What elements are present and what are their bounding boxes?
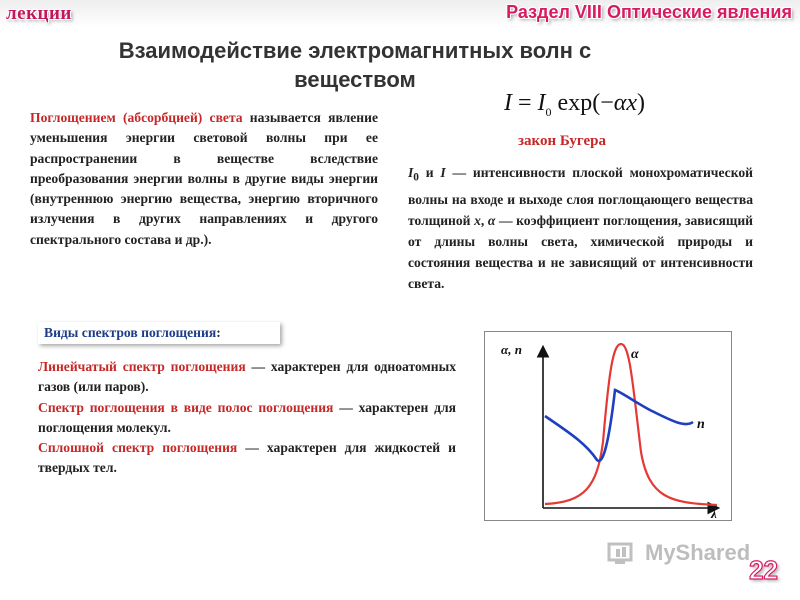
formula-alpha: α xyxy=(613,90,627,116)
formula-lhs: I xyxy=(504,90,512,116)
law-i0: I xyxy=(408,165,414,180)
law-comma: , xyxy=(480,212,488,228)
alpha-curve xyxy=(545,344,717,505)
myshared-logo-icon xyxy=(607,538,637,568)
lectures-badge: лекции xyxy=(6,3,72,24)
formula-eq: = xyxy=(512,90,538,116)
spectrum-item-title: Линейчатый спектр поглощения xyxy=(38,359,246,374)
spectrum-item-title: Спектр поглощения в виде полос поглощения xyxy=(38,399,334,415)
law-text2: — коэффициент поглощения, зависящий от длины волны света, химической природы и состояния вещества и не зависящий от интенсивности света. xyxy=(408,212,753,291)
formula-i0-sub: 0 xyxy=(545,104,552,119)
spectrum-item-title: Сплошной спектр поглощения xyxy=(38,440,238,456)
law-text1: — интенсивности плоской монохроматической волны на входе и выходе слоя поглощающего вещества толщиной xyxy=(408,165,753,228)
spectra-heading-colon: : xyxy=(216,325,221,340)
law-alpha: α xyxy=(487,212,496,228)
absorption-chart-svg xyxy=(485,332,731,520)
spectrum-item-line xyxy=(38,357,456,398)
spectra-list xyxy=(38,357,456,479)
slide-title: Взаимодействие электромагнитных волн с веществом xyxy=(118,38,592,92)
formula-exp: exp(− xyxy=(551,90,614,116)
x-axis-label: λ xyxy=(711,506,717,520)
law-i0-sub: 0 xyxy=(413,171,419,184)
spectrum-item-desc: — характерен для жидкостей и твердых тел. xyxy=(38,440,456,476)
definition-term: Поглощением (абсорбцией) света xyxy=(30,110,243,125)
bouguer-formula xyxy=(504,90,664,120)
definition-text: называется явление уменьшения энергии световой волны при ее распространении в веществе вследствие преобразования энергии волны в другие виды энергии (внутреннюю энергию вещества, энергию вторичного излучения в других направлениях и другого спектрального состава и др.). xyxy=(30,110,378,247)
law-description xyxy=(408,162,753,294)
law-i: I xyxy=(440,165,446,180)
spectra-heading: Виды спектров поглощения xyxy=(44,325,217,340)
watermark: MyShared xyxy=(645,540,751,565)
absorption-chart xyxy=(484,331,732,521)
spectrum-item-desc: — характерен для одноатомных газов (или паров). xyxy=(38,359,456,395)
absorption-definition xyxy=(30,108,378,250)
law-name: закон Бугера xyxy=(518,133,607,149)
y-axis-label: α, n xyxy=(501,342,522,357)
spectrum-item-continuous xyxy=(38,438,456,479)
formula-i0: I xyxy=(537,90,546,116)
n-curve xyxy=(545,390,693,461)
law-and: и xyxy=(418,165,441,180)
formula-close: ) xyxy=(637,90,645,116)
slide-number: 22 xyxy=(749,555,778,585)
n-curve-label: n xyxy=(697,417,705,432)
alpha-curve-label: α xyxy=(631,347,639,362)
formula-x: x xyxy=(626,90,637,116)
law-x: x xyxy=(474,212,481,228)
spectrum-item-bands xyxy=(38,398,456,439)
spectrum-item-desc: — характерен для поглощения молекул. xyxy=(38,399,457,435)
spectra-heading-box xyxy=(38,322,280,344)
section-title: Раздел VIII Оптические явления xyxy=(506,2,792,22)
